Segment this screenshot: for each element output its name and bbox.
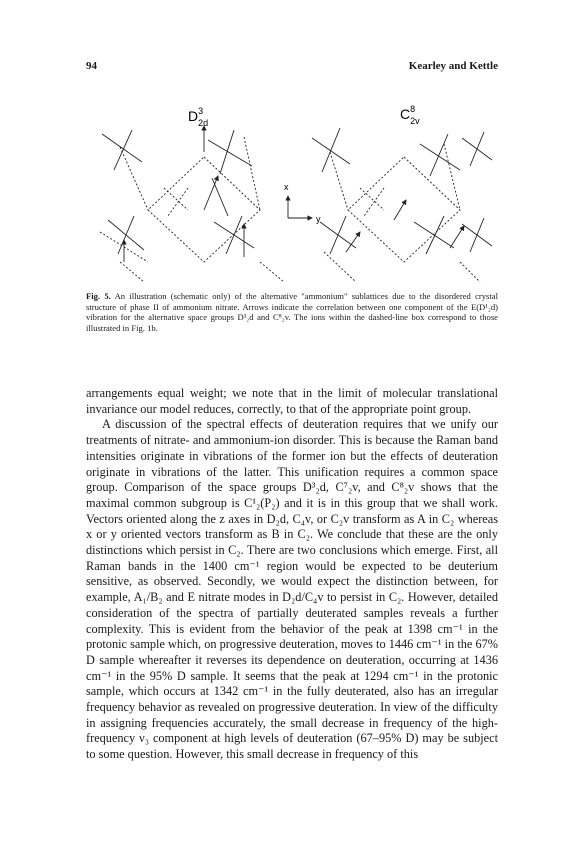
figure-caption (86, 291, 498, 333)
group-label-d2d: $D^3$ 2d (188, 106, 209, 128)
left-sublattice (100, 126, 284, 282)
paragraph-2: A discussion of the spectral effects of deuteration requires that we unify our treatments of nitrate- and ammonium-ion disorder. This is because the Raman band intensities originate in vibrations of the former ion but the effects of deuteration originate in vibrations of the latter. This unification requires a common space group. Comparison of the space groups D³₂d, C⁷₂v, and C⁸₂v shows that the maximal common subgroup is C¹₂(P₂) and it is in this group that we shall work. Vectors oriented along the z axes in D₂d, C₄v, or C₂v transform as A in C₂ whereas x or y oriented vectors transform as B in C₂. We conclude that these are the only distinctions which persist in C₂. There are two conclusions which emerge. First, all Raman bands in the 1400 cm⁻¹ region would be expected to be deuterium sensitive, as observed. Secondly, we would expect the distinction between, for example, A₁/B₂ and E nitrate modes in D₂d/C₄v to persist in C₂. However, detailed consideration of the spectra of partially deuterated samples reveals a further complexity. This is evident from the behavior of the peak at 1398 cm⁻¹ in the protonic sample which, on progressive deuteration, moves to 1446 cm⁻¹ in the 67% D sample whereafter it reverses its dependence on deuteration, occurring at 1436 cm⁻¹ in the 95% D sample. It seems that the peak at 1294 cm⁻¹ in the protonic sample, which occurs at 1342 cm⁻¹ in the fully deuterated, also has an irregular frequency behavior as revealed on progressive deuteration. In view of the difficulty in assigning frequencies accurately, the small decrease in frequency of the high-frequency ν₃ component at high levels of deuteration (67–95% D) may be subject to some question. However, this small decrease in frequency of this (86, 417, 498, 762)
axis-label-y: y (316, 214, 321, 224)
sublattice-diagram (84, 92, 496, 288)
axis-label-x: x (284, 182, 289, 192)
figure-caption-text: An illustration (schematic only) of the alternative "ammonium" sublattices due to the disordered crystal structure of phase II of ammonium nitrate. Arrows indicate the correlation between one component of the E(D¹₂d) vibration for the alternative space groups D³₂d and C⁸₂v. The ions within the dashed-line box correspond to those illustrated in Fig. 1b. (86, 291, 498, 333)
right-sublattice (312, 128, 492, 282)
paragraph-1: arrangements equal weight; we note that in the limit of molecular translational invariance our model reduces, correctly, to that of the appropriate point group. (86, 386, 498, 416)
group-label-c2v: $C^8$ 2v (400, 104, 420, 126)
running-head: Kearley and Kettle (408, 60, 498, 72)
page-number: 94 (86, 60, 97, 72)
figure-caption-label: Fig. 5. (86, 291, 111, 301)
axis-indicator (288, 196, 312, 218)
body-text (86, 386, 498, 763)
figure-5 (84, 92, 496, 288)
